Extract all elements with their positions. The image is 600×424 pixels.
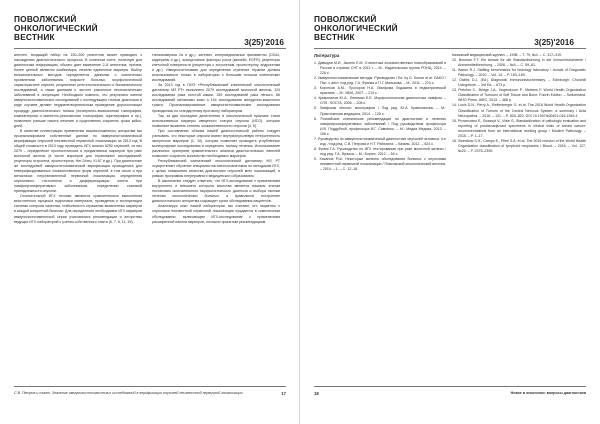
reference-item: 1. Давыдов М.И., Аксель Е.М. Статистика злокачественных новообразований в России и странах СНГ в 2012 г. – М.: Издательская группа РОНЦ, 2014. – 226 с.: [314, 61, 446, 76]
issue-number: 3(25)'2016: [534, 37, 574, 47]
right-page: [300, 0, 600, 424]
page-footer: [14, 391, 286, 399]
reference-item: 14. Louis D.N., Perry A., Reifenberger G. et al. The 2016 World Health Organization Classification of Tumors of the Central Nervous System: a summary / Acta Neuropathol. – 2016. – 131. – P. 803–820. DOI 10.1007/s00401-016-1545-1: [452, 103, 586, 118]
reference-item: 9. Хасанов Р.Ш. Некоторые аспекты обследования больных с опухолями неизвестной первичной локализации / Поволжский онкологический вестник. – 2014. – 1. – С. 12–18.: [314, 156, 446, 172]
issue-number: 3(25)'2016: [244, 37, 284, 47]
reference-item: 4. Криволапов Ю.А., Леенман Е.Е. Морфологическая диагностика лимфом. – СПб.: КОСТА, 2006. – 208 с.: [314, 96, 446, 106]
paragraph: За 2013 год в ГАУЗ «Республиканский клинический онкологический диспансер МЗ РТ» выполнено 2079 исследований молочной железы, 124 исследования рака толстой кишки, 189 исследований рака лёгкого, 66 исследований меланомы кожи и 144 исследования желудочно-кишечного тракта. Проанализированные иммуногистохимические исследования проводились по стандартному протоколу лаборатории.: [152, 83, 280, 113]
paragraph: антител, входящий набор на 150–200 реагентов может приводить к нахождению диагностического процесса. В конечном счете, полезную для диагностики информацию, обычно дает выявление 2–8 антигенов, причем, более ценной является комбинация, нежели единичные маркеры. Выбор вспомогательных методов определяется данными о клинических проявлениях заболевания, возрасте больных, морфологической характеристике опухоли, результатах рентгенологического и биохимического исследований, а также данными о частоте различных неопластических заболеваний в популяции. Необходимо помнить, что результаты панели иммуногистохимических исследований с последующим точным диагнозом в ряде случаев делают неудовлетворительным проведение дорогостоящих процедур диагностического поиска (позитронно-эмиссионная томография, компьютерная и магнитно-резонансная томография, сцинтиграфия и пр.), позволяют раньше начать лечение и существенно сократить сроки койко-дней.: [14, 53, 142, 128]
page-number: 17: [281, 391, 286, 396]
reference-item: 5. Лимфомы лёгкого: монография / Под ред. Ю.А. Криволапова. – М.: Практическая медицина, 2014. – 128 с.: [314, 106, 446, 116]
reference-item: 3. Коротков А.М., Прохоров Н.А. Лимфома Ходжкина в педиатрической практике. – М.: МИА, 2007. – 214 с.: [314, 86, 446, 96]
reference-item: 11. Bacus R.J. Staffing benchmarks for histology laboratory / Annals of Diagnostic Pathology. – 2010. – Vol. 14. – P. 163–169.: [452, 68, 586, 78]
footer-divider: [314, 386, 586, 387]
journal-header: [314, 15, 586, 47]
text-column-2: [152, 53, 280, 371]
page-footer: [314, 391, 586, 399]
journal-title-line: ОНКОЛОГИЧЕСКИЙ: [14, 22, 98, 33]
reference-item: 16. Swerdlow S.H., Campo E., Pileri S.A. et al. The 2016 revision of the World Health Organization classification of lymphoid neoplasms / Blood. – 2016. – Vol. 127, №20. – P. 2375–2390.: [452, 138, 586, 153]
paragraph: топоизомераза 2а и др.), катенин, интермедиальные филаменты (CD44, кадгерины и др.), экзоцитозные факторы роста (кинкейс, EGFR), рецепторы клеточной поверхности (рецепторы к эстрогенам, прогестерону, андрогенам и др.). Иммуногистохимия для определения стратегии терапии должна использоваться только в лаборатории с большим потоком клинических исследований.: [152, 53, 280, 83]
reference-item: 2. Иммуногистохимические методы: Руководство / Ed. by G. Kumar et al. DAKO / Пер. с англ. под ред. Г.А. Франка и П.Г. Малькова. – М., 2011. – 224 с.: [314, 76, 446, 86]
header-divider: [14, 48, 286, 49]
paragraph: Анализируя опыт нашей лаборатории, мы считаем, что пациенты с опухолями неизвестной первичной локализации нуждаются в комплексном обследовании, включающем ИГХ-исследование с применением расширенной панели маркеров, согласно принятым рекомендациям.: [152, 204, 280, 224]
reference-item: Казанский медицинский журнал. – 1998. – Т. 79, №4. – С. 317–319.: [452, 53, 563, 57]
paragraph: Так, за два последних десятилетия в онкологической практике стали использоваться маркеры иммунного статуса опухоли (ИСО), которые позволяют выявлять степень злокачественности опухоли [4, 5].: [152, 113, 280, 128]
reference-list: [452, 53, 586, 154]
journal-title-line: ПОВОЛЖСКИЙ: [314, 14, 377, 24]
references-column-2: [452, 53, 586, 313]
paragraph: Отличительной ИГХ техники являются сравнительные выполнения многотипного процесса подготовки материала, проведения и эксплуатации системы контроля качества, стабильности отражения выявленных маркеров в каждой конкретной биопсии. Для определения необходимых ИГХ маркеров иммуногистохимической серии учитывались рекомендации и алгоритмы ведущих ИГХ лабораторий с учетом собственного опыта (6, 7, 8, 11, 15).: [14, 194, 142, 224]
journal-title-line: ВЕСТНИК: [314, 31, 355, 42]
journal-title-line: ОНКОЛОГИЧЕСКИЙ: [314, 22, 398, 33]
journal-header: [14, 15, 286, 47]
reference-item: 12. Dabbs D.J. (Ed.) Diagnostic Immunohistochemistry. – Edinburgh: Churchill Livingstone. – 3rd Ed. – 673 p.: [452, 78, 586, 88]
reference-list: [314, 61, 446, 172]
text-column-1: [14, 53, 142, 371]
reference-item: 13. Fletcher C., Bridge J.A., Hogendoorn P., Mertens F. World Health Organization Classification of Tumours of Soft Tissue and Bone. Fourth Edition. – Switzerland: WHO Press, IARC, 2013. – 468 p.: [452, 88, 586, 103]
running-footer: Новое в онкологии: вопросы диагностики: [510, 391, 586, 395]
paragraph: При составлении объема нашей диагностической работы следует учитывать, что некоторые опухоли имеют внутриопухолевую гетерогенность экспрессии маркеров (1, 10), которая позволяет проводить углубленные молекулярные исследования и определять тактику лечения. Использование различных критериев сравнительного анализа диагностических панелей позволяет сократить количество необходимых маркеров.: [152, 128, 280, 158]
journal-title-line: ПОВОЛЖСКИЙ: [14, 14, 77, 24]
reference-item: 15. Provenzano E., Bossuyt V., Viale G. Standardization of pathologic evaluation and reporting of postneoadjuvant specimens in clinical trials of breast cancer: recommendations from an international working group / Modern Pathology. – 2015. – P. 1–17.: [452, 118, 586, 138]
page-number: 18: [314, 391, 319, 396]
header-divider: [314, 48, 586, 49]
paragraph: В заключение следует отметить, что ИГХ-исследование с применением внутреннего и внешнего контроля качества является важным этапом постановки окончательного морфологического диагноза и выбора тактики лечения онкологических больных, а правильное построение диагностического алгоритма сокращает сроки обследования пациентов.: [152, 179, 280, 204]
reference-item: 6. Российские клинические рекомендации по диагностике и лечению лимфопролиферативных заболеваний / Под руководством профессора И.В. Поддубной, профессора В.Г. Савченко. – М.: Медиа Медика, 2013. – 106 с.: [314, 116, 446, 136]
reference-item: 8. Франк Г.А. Руководство по ИГХ тестированию при раке молочной железы / под ред. Г.А. Франка. – М.: Боргес, 2012. – 54 с.: [314, 146, 446, 156]
reference-item: 7. Руководство по иммуногистохимической диагностике опухолей человека. 4-е изд. / под ред. С.В. Петрова и Н.Т. Райхлина. – Казань, 2012. – 624 с.: [314, 136, 446, 146]
references-column-1: [314, 53, 446, 313]
paragraph: Республиканский клинический онкологический диспансер МЗ РТ осуществляет обучение специалистов-патологоанатомов по методикам ИГХ, с целью повышения качества диагностики опухолей всех локализаций, в рамках программы непрерывного медицинского образования.: [152, 158, 280, 179]
footer-divider: [14, 386, 286, 387]
paragraph: В качестве иллюстрации применения вышеизложенного алгоритма мы проанализировали собственные данные по иммуногистохимической верификации опухолей неизвестной первичной локализации за 2013 год. В общей сложности в 2013 году проведено ИГХ анализ 6250 опухолей, из них 2079 – определение прогностических и предиктивных маркеров при раке молочной железы (в числе маркеров для тераномных исследований: рецепторы эстрогена, прогестерона, Her-2/neu, Ki-67 и др.). При диагностике же исследуемой иммуногистохимической верификации проводились для неверифицированных злокачественных форм опухолей, в том числе и при метастазах неустановленной первичной локализации, определения опухолевого гистогенеза и дифференциации клеток при лимфопролиферативных заболеваниях, определении тканевой принадлежности опухоли.: [14, 128, 142, 194]
running-footer: С.В. Петров и соавт. Значение иммуногистохимических исследований в верификации опухолей неизвестной первичной локализации: [14, 391, 243, 395]
journal-title-line: ВЕСТНИК: [14, 31, 55, 42]
reference-item: 10. Bosman F.T. Ein Ansatz für die Standardisierung in der Immunhistochemie / Arzneimittelforschung. – 2006. – №4. – C. 59–61.: [452, 58, 586, 68]
references-title: Литература: [314, 53, 340, 58]
